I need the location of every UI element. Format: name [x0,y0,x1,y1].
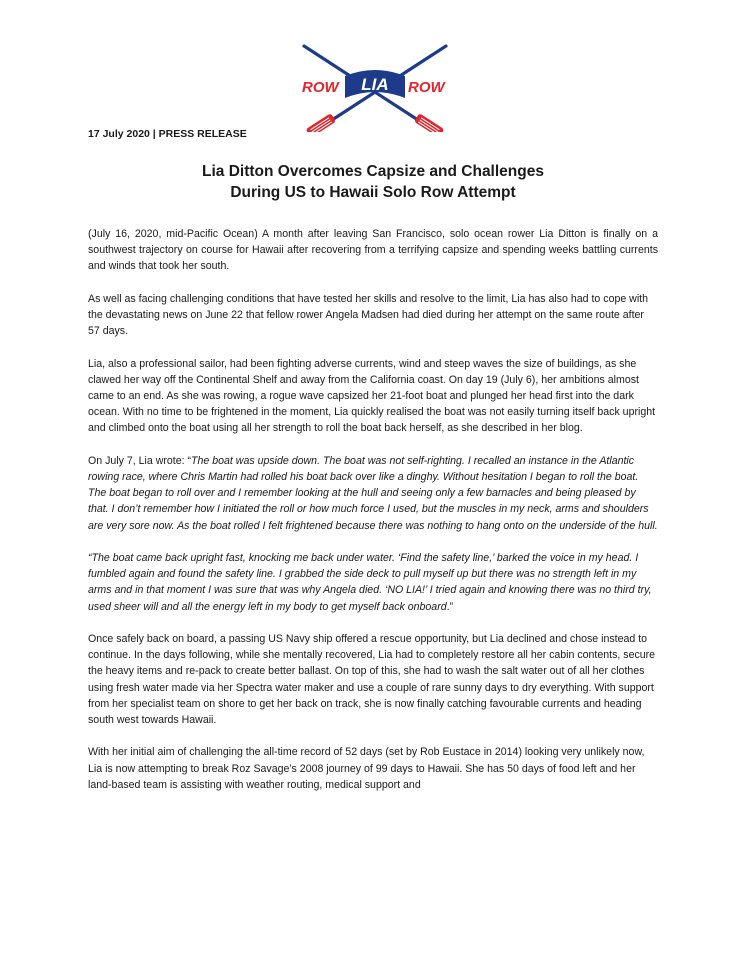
blog-quote-1: The boat was upside down. The boat was not self-righting. I recalled an instance in the Atlantic rowing race, where Chris Martin had rolled his boat back over like a dinghy. Without hesitation I began to roll the boat. The boat began to roll over and I remember looking at the hull and seeing only a few barnacles and being pleased by that. I don’t remember how I initiated the roll or how much force I used, but the muscles in my neck, arms and shoulders are very sore now. As the boat rolled I felt frightened because there was nothing to hang onto on the underside of the hull. [88,454,658,532]
headline-line-1: Lia Ditton Overcomes Capsize and Challenges [202,163,544,180]
paragraph-3: Lia, also a professional sailor, had been fighting adverse currents, wind and steep waves the size of buildings, as she clawed her way off the Continental Shelf and away from the California coast. On day 19 (July 6), her ambitions almost came to an end. As she was rowing, a rogue wave capsized her 21-foot boat and plunged her head first into the dark ocean. With no time to be frightened in the moment, Lia quickly realised the boat was not easily turning itself back upright and climbed onto the boat using all her strength to roll the boat back herself, as she described in her blog. [88,357,656,435]
logo-word-left: ROW [302,79,339,96]
logo-word-right: ROW [408,79,445,96]
paragraph-5 [88,550,658,615]
blog-quote-2: “The boat came back upright fast, knocking me back under water. ‘Find the safety line,’ barked the voice in my head. I fumbled again and found the safety line. I grabbed the side deck to pull myself up but there was no strength left in my arms and in that moment I was sure that was why Angela died. ‘NO LIA!’ I tried again and knowing there was no third try, used sheer will and all the energy left in my body to get myself back onboard [88,552,652,613]
quote-end: .” [446,600,454,613]
paragraph-1: (July 16, 2020, mid-Pacific Ocean) A month after leaving San Francisco, solo ocean rower Lia Ditton is finally on a southwest trajectory on course for Hawaii after recovering from a terrifying capsize and spending weeks battling currents and winds that took her south. [88,228,658,273]
article-body [88,226,658,793]
quote-intro: On July 7, Lia wrote: “ [88,454,192,467]
paragraph-2: As well as facing challenging conditions that have tested her skills and resolve to the limit, Lia has also had to cope with the devastating news on June 22 that fellow rower Angela Madsen had died during her attempt on the same route after 57 days. [88,292,649,338]
paragraph-7: With her initial aim of challenging the all-time record of 52 days (set by Rob Eustace in 2014) looking very unlikely now, Lia is now attempting to break Roz Savage’s 2008 journey of 99 days to Hawaii. She has 50 days of food left and her land-based team is assisting with weather routing, medical support and [88,746,645,791]
headline [88,161,658,203]
dateline: 17 July 2020 | PRESS RELEASE [88,128,247,140]
headline-line-2: During US to Hawaii Solo Row Attempt [230,184,516,201]
paragraph-4 [88,453,658,534]
logo-word-center: LIA [361,75,389,94]
row-lia-row-logo [290,40,460,132]
paragraph-6: Once safely back on board, a passing US Navy ship offered a rescue opportunity, but Lia declined and chose instead to continue. In the days following, while she mentally recovered, Lia had to completely restore all her cabin contents, secure the heavy items and re-pack to create better ballast. On top of this, she had to wash the salt water out of all her clothes using fresh water made via her Spectra water maker and use a couple of rare sunny days to dry everything. With support from her specialist team on shore to get her back on track, she is now finally catching favourable currents and heading south west towards Hawaii. [88,633,656,727]
